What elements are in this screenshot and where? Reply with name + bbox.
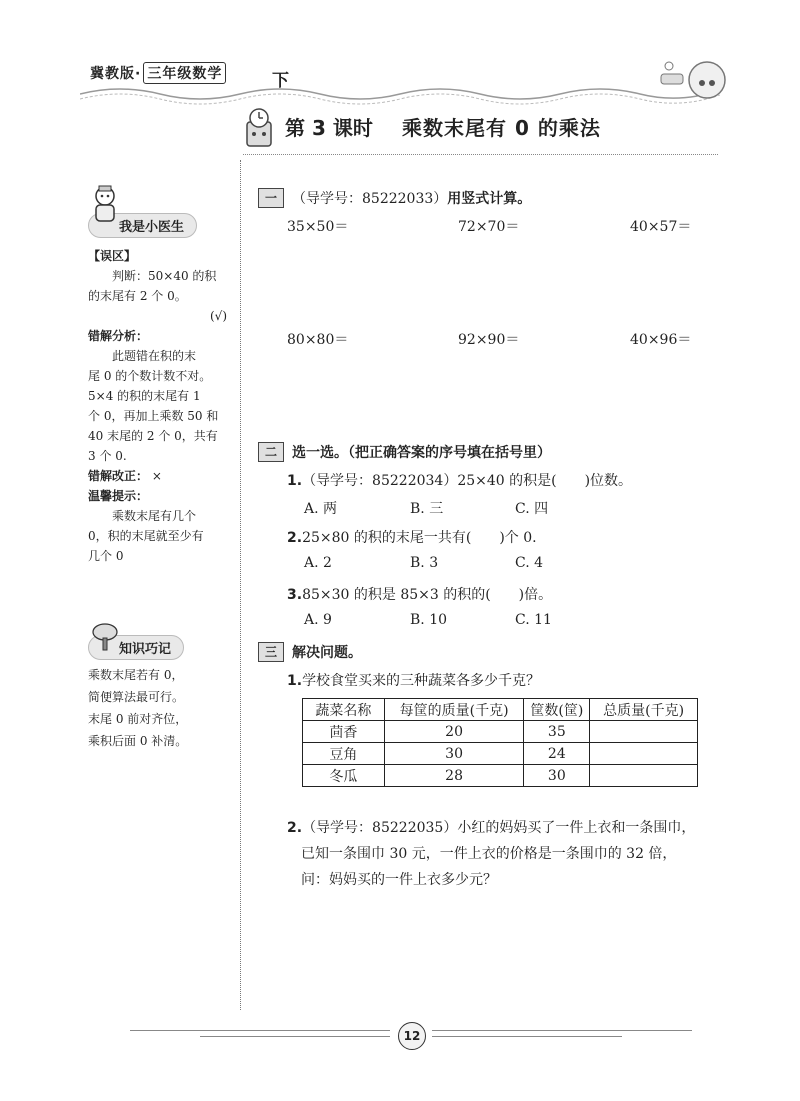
term-label: 下 [272, 71, 289, 91]
choice-question: 3.85×30 的积是 85×3 的积的( )倍。 [287, 587, 553, 603]
sidebar-divider [240, 160, 241, 1010]
judge-line: 判断：50×40 的积 [112, 269, 217, 283]
corner-logo-icon [655, 52, 730, 102]
tree-icon [90, 622, 120, 652]
analysis-line: 尾 0 的个数计数不对。 [88, 369, 212, 383]
judge-line: 的末尾有 2 个 0。 [88, 289, 187, 303]
book-edition: 冀教版· 三年级数学 [90, 62, 226, 84]
tip-line: 0，积的末尾就至少有 [88, 529, 204, 543]
calc-item: 72×70＝ [458, 219, 520, 235]
problem-question: 1.学校食堂买来的三种蔬菜各多少千克？ [287, 673, 541, 689]
table-cell: 24 [524, 743, 590, 765]
choice-option: A. 9 [304, 612, 332, 628]
lesson-title: 乘数末尾有 0 的乘法 [402, 116, 601, 140]
calc-item: 80×80＝ [287, 332, 349, 348]
memo-line: 末尾 0 前对齐位， [88, 712, 188, 726]
calc-item: 92×90＝ [458, 332, 520, 348]
section-2-number: 二 [258, 442, 284, 462]
choice-option: B. 3 [410, 555, 439, 571]
footer-line-right [432, 1030, 692, 1031]
problem-question: 2.（导学号：85222035）小红的妈妈买了一件上衣和一条围巾， 已知一条围巾 30 元，一件上衣的价格是一条围巾的 32 倍， 问：妈妈买的一件上衣多少元？ [287, 820, 696, 888]
table-header-cell: 每筐的质量(千克) [384, 699, 524, 721]
choice-option: C. 4 [515, 555, 544, 571]
table-cell: 30 [524, 765, 590, 787]
memo-line: 乘积后面 0 补清。 [88, 734, 188, 748]
choice-option: B. 10 [410, 612, 448, 628]
analysis-line: 40 末尾的 2 个 0，共有 [88, 429, 218, 443]
calc-item: 35×50＝ [287, 219, 349, 235]
memo-banner: 知识巧记 [88, 622, 228, 660]
header-wave-decoration [80, 80, 720, 106]
table-header-cell: 筐数(筐) [524, 699, 590, 721]
footer-line-right [432, 1036, 622, 1037]
choice-question: 2.25×80 的积的末尾一共有( )个 0. [287, 530, 537, 546]
table-cell-answer[interactable] [590, 765, 698, 787]
tip-line: 几个 0 [88, 549, 124, 563]
lesson-number: 第 3 课时 [285, 116, 373, 140]
doctor-icon [90, 184, 120, 224]
choice-option: A. 两 [304, 501, 338, 517]
error-zone-label: 【误区】 [88, 249, 137, 263]
section-1-heading: 一 （导学号：85222033） 用竖式计算。 [258, 188, 531, 208]
vegetable-table [302, 698, 698, 787]
analysis-line: 此题错在积的末 [112, 349, 197, 363]
section-1-number: 一 [258, 188, 284, 208]
table-cell: 28 [384, 765, 524, 787]
table-cell: 豆角 [303, 743, 385, 765]
doctor-banner: 我是小医生 [88, 186, 228, 238]
memo-line: 简便算法最可行。 [88, 690, 185, 704]
table-cell: 茴香 [303, 721, 385, 743]
choice-option: B. 三 [410, 501, 444, 517]
choice-option: A. 2 [304, 555, 332, 571]
footer-line-left [200, 1036, 390, 1037]
table-cell-answer[interactable] [590, 721, 698, 743]
judge-mark: (√) [209, 309, 227, 323]
table-cell: 35 [524, 721, 590, 743]
calc-item: 40×57＝ [630, 219, 692, 235]
analysis-label: 错解分析： [88, 329, 149, 343]
analysis-line: 3 个 0. [88, 449, 127, 463]
table-row [303, 721, 698, 743]
table-cell: 30 [384, 743, 524, 765]
tip-line: 乘数末尾有几个 [112, 509, 197, 523]
table-header-cell: 蔬菜名称 [303, 699, 385, 721]
title-divider [243, 150, 718, 155]
analysis-line: 5×4 的积的末尾有 1 [88, 389, 201, 403]
grade-label: 三年级数学 [143, 62, 226, 84]
section-3-heading: 三 解决问题。 [258, 642, 362, 662]
choice-question: 1.（导学号：85222034）25×40 的积是( )位数。 [287, 473, 633, 489]
table-row [303, 743, 698, 765]
section-3-number: 三 [258, 642, 284, 662]
tip-label: 温馨提示： [88, 489, 149, 503]
analysis-line: 个 0，再加上乘数 50 和 [88, 409, 219, 423]
correction-label: 错解改正： [88, 469, 149, 483]
table-row [303, 765, 698, 787]
table-cell: 20 [384, 721, 524, 743]
footer-line-left [130, 1030, 390, 1031]
lesson-clock-icon [243, 106, 275, 148]
table-header-cell: 总质量(千克) [590, 699, 698, 721]
table-header-row [303, 699, 698, 721]
table-cell-answer[interactable] [590, 743, 698, 765]
choice-option: C. 四 [515, 501, 549, 517]
section-2-heading: 二 选一选。（把正确答案的序号填在括号里） [258, 442, 551, 462]
table-cell: 冬瓜 [303, 765, 385, 787]
correction-value: × [151, 469, 162, 483]
memo-line: 乘数末尾若有 0， [88, 668, 184, 682]
choice-option: C. 11 [515, 612, 552, 628]
page-number: 12 [398, 1022, 426, 1050]
calc-item: 40×96＝ [630, 332, 692, 348]
